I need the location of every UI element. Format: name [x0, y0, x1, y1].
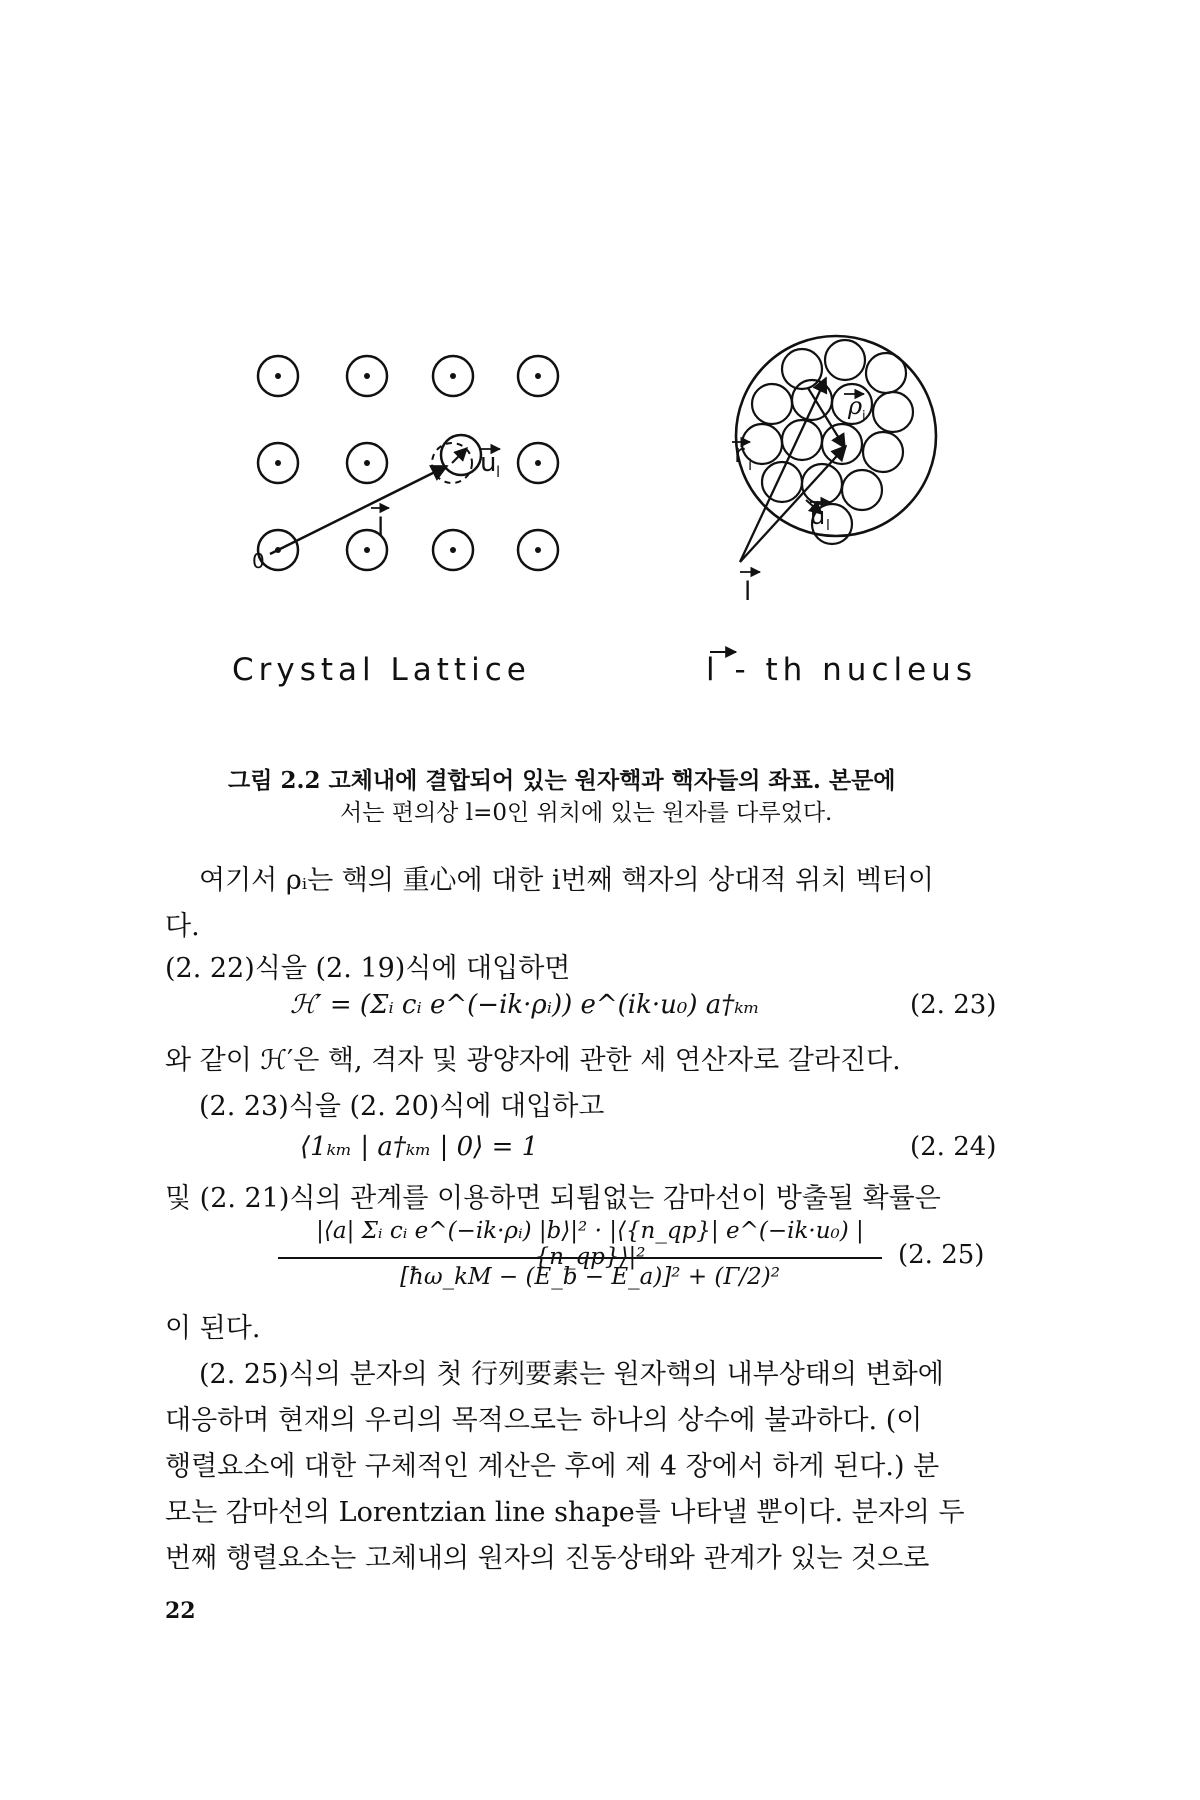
- text-line: 대응하며 현재의 우리의 목적으로는 하나의 상수에 불과하다. (이: [165, 1405, 923, 1436]
- equation-number: (2. 23): [910, 990, 997, 1020]
- text-line: (2. 23)식을 (2. 20)식에 대입하고: [199, 1091, 605, 1122]
- equation-number: (2. 25): [898, 1240, 985, 1270]
- equation-2-23: ℋ′ = (Σᵢ cᵢ e^(−ik·ρᵢ)) e^(ik·u₀) a†ₖₘ: [290, 990, 760, 1020]
- nucleon: [873, 392, 913, 432]
- u-vector-sub: l: [496, 463, 501, 481]
- nucleon: [782, 420, 822, 460]
- paragraph-1: [165, 858, 1025, 950]
- nucleon: [866, 353, 906, 393]
- l-vector-label: l: [377, 513, 385, 543]
- page-number: 22: [165, 1598, 196, 1624]
- text-line: 와 같이 ℋ′은 핵, 격자 및 광양자에 관한 세 연산자로 갈라진다.: [165, 1045, 901, 1076]
- vector-rho-i: [808, 388, 845, 448]
- origin-label: 0: [252, 549, 265, 573]
- nucleon: [802, 464, 842, 504]
- nucleus: [736, 336, 936, 544]
- equation-2-25-denominator: [ħω_kM − (E_b − E_a)]² + (Γ/2)²: [400, 1264, 780, 1290]
- nucleon: [825, 340, 865, 380]
- r-vector-label: r: [734, 439, 745, 469]
- figure-2-2: [0, 0, 1200, 720]
- equation-2-25-numerator: |⟨a| Σᵢ cᵢ e^(−ik·ρᵢ) |b⟩|² · |⟨{n_qp}| e^(−ik·u₀) |{n_qp}⟩|²: [316, 1218, 864, 1270]
- text-line: 여기서 ρᵢ는 핵의 重心에 대한 i번째 핵자의 상대적 위치 벡터이: [199, 865, 934, 896]
- l-vector-right-label: l: [744, 577, 752, 607]
- caption-line-1: 그림 2.2 고체내에 결합되어 있는 원자핵과 핵자들의 좌표. 본문에: [228, 767, 896, 794]
- r-vector-sub: i: [748, 456, 753, 474]
- nucleus-title: l - th nucleus: [706, 652, 977, 688]
- equation-number: (2. 24): [910, 1132, 997, 1162]
- text-line: 모는 감마선의 Lorentzian line shape를 나타낼 뿐이다. 분자의 두: [165, 1497, 965, 1528]
- nucleon: [762, 462, 802, 502]
- text-line: (2. 22)식을 (2. 19)식에 대입하면: [165, 953, 571, 984]
- paragraph-2: [165, 1352, 1025, 1582]
- nucleon: [842, 470, 882, 510]
- ui-vector-label: u: [810, 502, 826, 530]
- rho-label: ρ: [848, 392, 863, 420]
- displacement-vector-u: [452, 448, 467, 463]
- equation-2-24: ⟨1ₖₘ | a†ₖₘ | 0⟩ = 1: [300, 1132, 539, 1162]
- nucleon: [752, 384, 792, 424]
- text-line: 이 된다.: [165, 1313, 261, 1344]
- caption-line-2: 서는 편의상 l=0인 위치에 있는 원자를 다루었다.: [340, 800, 833, 826]
- ui-vector-sub: l: [826, 518, 830, 534]
- fraction-bar: [278, 1257, 882, 1259]
- crystal-lattice-title: Crystal Lattice: [232, 652, 531, 688]
- nucleon: [863, 432, 903, 472]
- text-line: 번째 행렬요소는 고체내의 원자의 진동상태와 관계가 있는 것으로: [165, 1543, 930, 1574]
- lattice-dots: [275, 373, 541, 553]
- text-line: 다.: [165, 911, 200, 942]
- lattice-vector-l: [270, 466, 447, 554]
- text-line: 행렬요소에 대한 구체적인 계산은 후에 제 4 장에서 하게 된다.) 분: [165, 1451, 940, 1482]
- text-line: (2. 25)식의 분자의 첫 行列要素는 원자핵의 내부상태의 변화에: [199, 1359, 944, 1390]
- figure-caption: [200, 764, 1000, 830]
- text-line: 및 (2. 21)식의 관계를 이용하면 되튐없는 감마선이 방출될 확률은: [165, 1183, 941, 1214]
- u-vector-label: u: [480, 448, 497, 478]
- rho-sub: i: [862, 409, 866, 424]
